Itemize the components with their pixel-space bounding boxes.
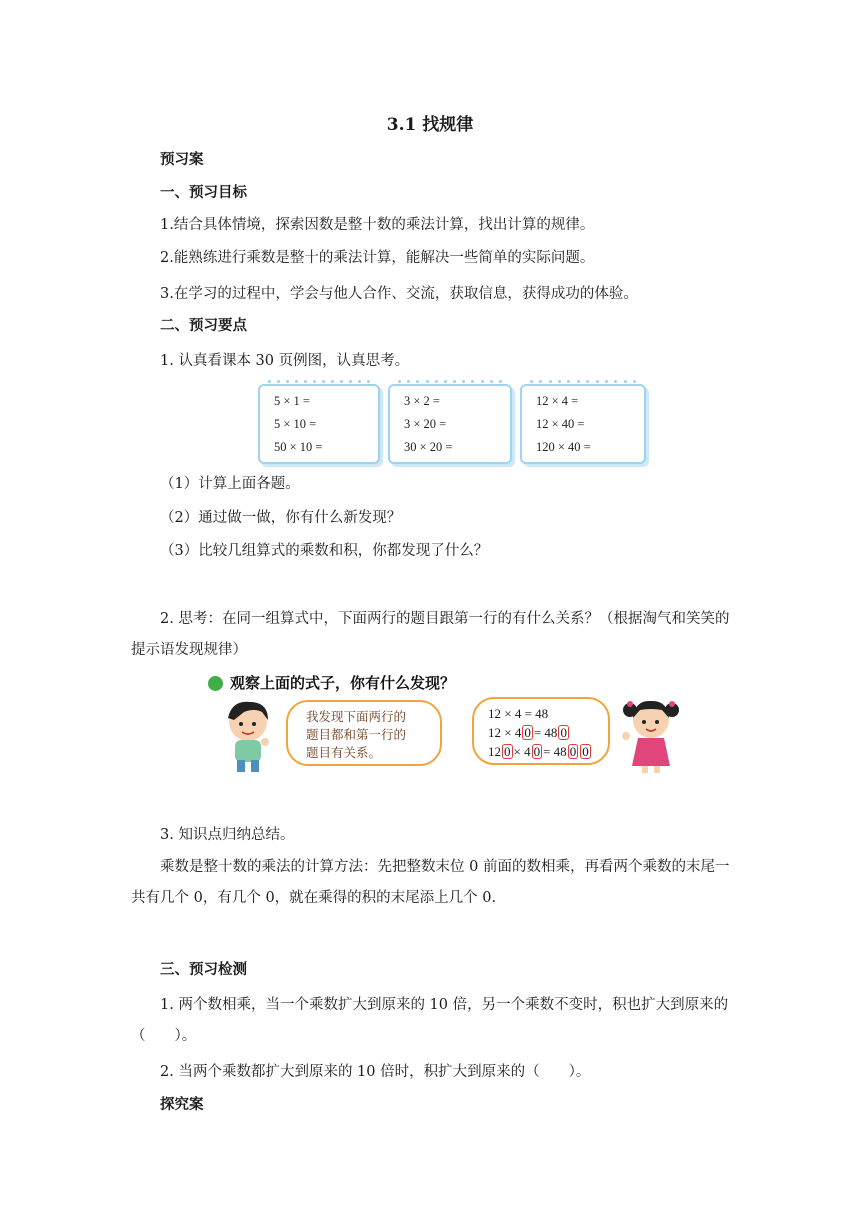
sub-item-2: （2）通过做一做，你有什么新发现？ xyxy=(160,510,402,526)
equation-line-2: 12 × 4 0 = 48 0 xyxy=(488,725,567,740)
card-line: 3 × 20 = xyxy=(404,417,447,431)
page-title: 3.1 找规律 xyxy=(386,115,474,135)
card-line: 12 × 40 = xyxy=(536,417,585,431)
zero-highlight: 0 xyxy=(582,744,589,759)
goal-item-3: 3.在学习的过程中，学会与他人合作、交流，获取信息，获得成功的体验。 xyxy=(160,286,638,302)
goal-item-1: 1.结合具体情境，探索因数是整十数的乘法计算，找出计算的规律。 xyxy=(160,217,595,233)
keypoints-heading: 二、预习要点 xyxy=(160,317,247,334)
green-bullet-icon xyxy=(208,676,223,691)
card-line: 12 × 4 = xyxy=(536,394,579,408)
bubble-line: 题目都和第一行的 xyxy=(306,727,407,742)
check-question-2: 2. 当两个乘数都扩大到原来的 10 倍时，积扩大到原来的（ ）。 xyxy=(160,1064,591,1080)
boy-character-icon xyxy=(218,698,278,774)
equation-card-1 xyxy=(258,384,380,464)
section-explore-heading: 探究案 xyxy=(160,1096,204,1113)
card-line: 3 × 2 = xyxy=(404,394,440,408)
girl-speech-bubble xyxy=(472,697,610,765)
zero-highlight: 0 xyxy=(560,725,567,740)
sub-item-1: （1）计算上面各题。 xyxy=(160,476,300,492)
illustration-prompt: 观察上面的式子，你有什么发现？ xyxy=(230,674,456,692)
section-preview-heading: 预习案 xyxy=(160,151,204,168)
card-line: 120 × 40 = xyxy=(536,440,591,454)
bubble-line: 我发现下面两行的 xyxy=(306,709,407,724)
bubble-line: 题目有关系。 xyxy=(306,745,382,760)
zero-highlight: 0 xyxy=(524,725,531,740)
zero-highlight: 0 xyxy=(504,744,511,759)
sub-item-3: （3）比较几组算式的乘数和积，你都发现了什么？ xyxy=(160,543,489,559)
check-question-1: 1. 两个数相乘，当一个乘数扩大到原来的 10 倍，另一个乘数不变时，积也扩大到原来的（ ）。 xyxy=(131,997,729,1044)
boy-speech-bubble xyxy=(286,700,442,766)
equation-card-2 xyxy=(388,384,512,464)
keypoint-item-3: 3. 知识点归纳总结。 xyxy=(160,827,295,843)
goal-item-2: 2.能熟练进行乘数是整十的乘法计算，能解决一些简单的实际问题。 xyxy=(160,250,595,266)
equation-line-1: 12 × 4 = 48 xyxy=(488,706,549,721)
summary-text: 乘数是整十数的乘法的计算方法：先把整数末位 0 前面的数相乘，再看两个乘数的末尾一共有几个 0，有几个 0，就在乘得的积的末尾添上几个 0. xyxy=(131,859,730,906)
goals-heading: 一、预习目标 xyxy=(160,184,247,201)
card-line: 5 × 1 = xyxy=(274,394,310,408)
keypoint-item-2: 2. 思考：在同一组算式中，下面两行的题目跟第一行的有什么关系？（根据淘气和笑笑的提示语发现规律） xyxy=(131,611,730,658)
zero-highlight: 0 xyxy=(533,744,541,759)
card-line: 50 × 10 = xyxy=(274,440,323,454)
card-line: 5 × 10 = xyxy=(274,417,317,431)
check-heading: 三、预习检测 xyxy=(160,961,247,978)
equation-card-3 xyxy=(520,384,646,464)
equation-line-3: 12 0 × 4 0 = 48 0 0 xyxy=(488,744,589,759)
zero-highlight: 0 xyxy=(569,744,577,759)
keypoint-item-1: 1. 认真看课本 30 页例图，认真思考。 xyxy=(160,353,410,369)
girl-character-icon xyxy=(620,696,682,774)
card-line: 30 × 20 = xyxy=(404,440,453,454)
